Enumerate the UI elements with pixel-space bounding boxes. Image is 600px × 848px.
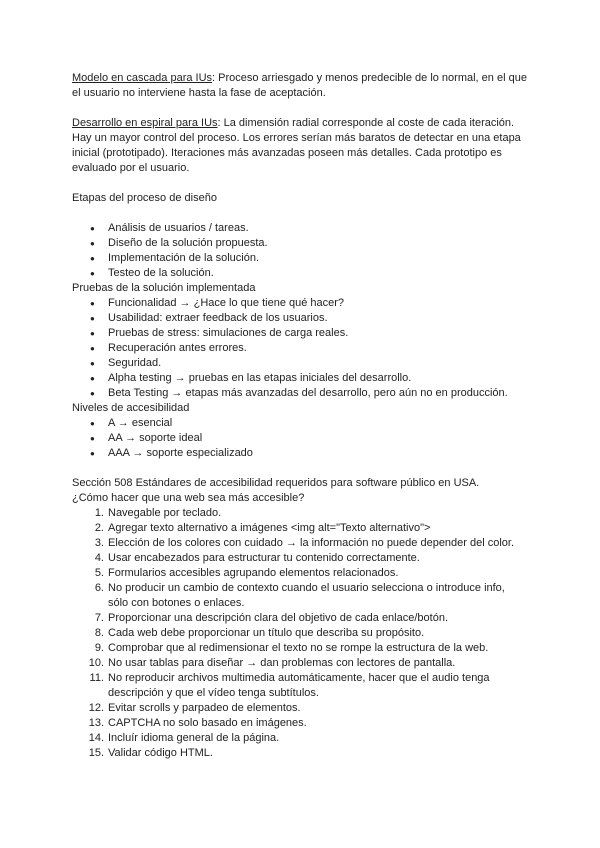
espiral-text: : La dimensión radial corresponde al coste de cada iteración. Hay un mayor control del proceso. Los errores serían más baratos de detectar en una etapa inicial (prototipado). Iteraciones más avanzadas poseen más detalles. Cada prototipo es evaluado por el usuario. [72, 117, 521, 174]
list-item: ● Análisis de usuarios / tareas. [72, 221, 528, 236]
list-item: ● Implementación de la solución. [72, 251, 528, 266]
list-item: ● Diseño de la solución propuesta. [72, 236, 528, 251]
pruebas-list [72, 296, 528, 401]
espiral-title: Desarrollo en espiral para IUs [72, 117, 218, 129]
item-number: 10. [88, 657, 104, 669]
seccion-508-line: Sección 508 Estándares de accesibilidad requeridos para software público en USA. [72, 477, 480, 489]
list-item: ● Usabilidad: extraer feedback de los usuarios. [72, 311, 528, 326]
list-item: ● Alpha testing → pruebas en las etapas iniciales del desarrollo. [72, 371, 528, 386]
list-item [72, 536, 528, 551]
item-number: 7. [94, 612, 104, 624]
item-text: No usar tablas para diseñar → dan problemas con lectores de pantalla. [108, 657, 456, 669]
list-item [72, 701, 528, 716]
niveles-heading: Niveles de accesibilidad [72, 402, 190, 414]
list-item [72, 611, 528, 626]
list-item [72, 566, 528, 581]
item-number: 12. [88, 702, 104, 714]
item-number: 4. [94, 552, 104, 564]
item-text: Incluír idioma general de la página. [108, 732, 280, 744]
item-number: 9. [94, 642, 104, 654]
item-text: Proporcionar una descripción clara del objetivo de cada enlace/botón. [108, 612, 448, 624]
item-text: No producir un cambio de contexto cuando el usuario selecciona o introduce info, sólo con botones o enlaces. [108, 582, 505, 609]
list-item: ● Funcionalidad → ¿Hace lo que tiene qué hacer? [72, 296, 528, 311]
item-number: 1. [94, 507, 104, 519]
item-text: Navegable por teclado. [108, 507, 222, 519]
item-text: Elección de los colores con cuidado → la información no puede depender del color. [108, 537, 515, 549]
item-text: Validar código HTML. [108, 747, 213, 759]
item-number: 13. [88, 717, 104, 729]
list-item [72, 746, 528, 761]
list-item: ● Beta Testing → etapas más avanzadas del desarrollo, pero aún no en producción. [72, 386, 528, 401]
list-item [72, 581, 528, 611]
list-item: ● Pruebas de stress: simulaciones de carga reales. [72, 326, 528, 341]
list-item [72, 521, 528, 536]
document-page [72, 71, 528, 761]
list-item: ● AAA → soporte especializado [72, 446, 528, 461]
item-number: 2. [94, 522, 104, 534]
list-item [72, 671, 528, 701]
item-number: 15. [88, 747, 104, 759]
item-text: Evitar scrolls y parpadeo de elementos. [108, 702, 301, 714]
list-item: ● Recuperación antes errores. [72, 341, 528, 356]
cascada-paragraph [72, 71, 528, 101]
espiral-paragraph [72, 116, 528, 176]
list-item [72, 506, 528, 521]
list-item: ● Testeo de la solución. [72, 266, 528, 281]
cascada-text: : Proceso arriesgado y menos predecible de lo normal, en el que el usuario no interviene hasta la fase de aceptación. [72, 72, 527, 99]
item-text: No reproducir archivos multimedia automáticamente, hacer que el audio tenga descripción y que el vídeo tenga subtítulos. [108, 672, 490, 699]
item-number: 5. [94, 567, 104, 579]
etapas-heading: Etapas del proceso de diseño [72, 192, 217, 204]
etapas-list [72, 221, 528, 281]
pruebas-heading: Pruebas de la solución implementada [72, 282, 256, 294]
item-number: 6. [94, 582, 104, 594]
list-item [72, 716, 528, 731]
list-item [72, 641, 528, 656]
item-number: 14. [88, 732, 104, 744]
niveles-list [72, 416, 528, 461]
list-item: ● AA → soporte ideal [72, 431, 528, 446]
item-text: Usar encabezados para estructurar tu contenido correctamente. [108, 552, 420, 564]
item-text: Agregar texto alternativo a imágenes <img alt="Texto alternativo"> [108, 522, 431, 534]
item-text: Formularios accesibles agrupando elementos relacionados. [108, 567, 399, 579]
list-item [72, 626, 528, 641]
item-text: Cada web debe proporcionar un título que describa su propósito. [108, 627, 425, 639]
list-item [72, 656, 528, 671]
cascada-title: Modelo en cascada para IUs [72, 72, 213, 84]
item-number: 3. [94, 537, 104, 549]
list-item: ● A → esencial [72, 416, 528, 431]
list-item: ● Seguridad. [72, 356, 528, 371]
item-number: 11. [89, 672, 104, 684]
item-number: 8. [94, 627, 104, 639]
list-item [72, 551, 528, 566]
accesible-question: ¿Cómo hacer que una web sea más accesible? [72, 492, 305, 504]
item-text: Comprobar que al redimensionar el texto no se rompe la estructura de la web. [108, 642, 489, 654]
list-item [72, 731, 528, 746]
item-text: CAPTCHA no solo basado en imágenes. [108, 717, 307, 729]
accesibilidad-list [72, 506, 528, 761]
